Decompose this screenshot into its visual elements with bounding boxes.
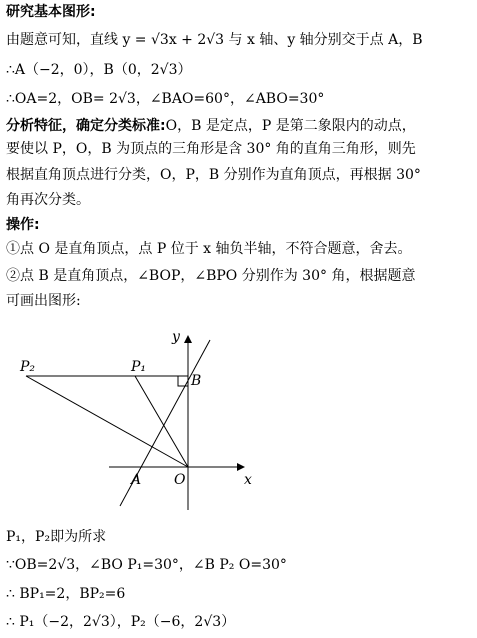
point-p1-label: P₁ — [131, 359, 147, 375]
text-line: 角再次分类。 — [6, 192, 90, 208]
section-title-operation: 操作: — [6, 217, 40, 233]
text-line: 要使以 P，O，B 为顶点的三角形是含 30° 角的直角三角形，则先 — [6, 141, 416, 157]
point-o-label: O — [174, 472, 186, 488]
y-axis-label: y — [172, 329, 180, 345]
text-line: ∴A（−2，0），B（0，2√3） — [6, 62, 192, 78]
text-line: 根据直角顶点进行分类，O，P，B 分别作为直角顶点，再根据 30° — [6, 167, 421, 183]
text-line: ∵OB=2√3，∠BO P₁=30°，∠B P₂ O=30° — [6, 557, 287, 573]
text-line: ∴ BP₁=2，BP₂=6 — [6, 586, 126, 602]
section-title-analysis: 分析特征，确定分类标准: — [6, 118, 166, 134]
x-axis-label: x — [244, 472, 252, 488]
text-line: ∴ P₁（−2，2√3），P₂（−6，2√3） — [6, 614, 236, 630]
text-fragment: O，B 是定点，P 是第二象限内的动点， — [165, 118, 416, 134]
text-line: 可画出图形: — [6, 293, 81, 309]
section-title-basic-figure: 研究基本图形: — [6, 4, 96, 20]
text-line: ∴OA=2，OB= 2√3，∠BAO=60°，∠ABO=30° — [6, 91, 325, 107]
right-angle-mark — [178, 376, 188, 386]
geometry-figure — [0, 322, 477, 522]
text-line: ②点 B 是直角顶点，∠BOP，∠BPO 分别作为 30° 角，根据题意 — [6, 268, 416, 284]
segment-p1-o — [135, 376, 188, 467]
text-line: 由题意可知，直线 y = √3x + 2√3 与 x 轴、y 轴分别交于点 A，B — [6, 32, 423, 48]
point-b-label: B — [191, 373, 202, 389]
point-a-label: A — [131, 472, 142, 488]
text-line: P₁，P₂即为所求 — [6, 529, 107, 545]
segment-p2-o — [26, 376, 188, 467]
point-p2-label: P₂ — [20, 359, 36, 375]
paragraph-line — [6, 117, 416, 135]
text-line: ①点 O 是直角顶点，点 P 位于 x 轴负半轴，不符合题意，舍去。 — [6, 241, 412, 257]
